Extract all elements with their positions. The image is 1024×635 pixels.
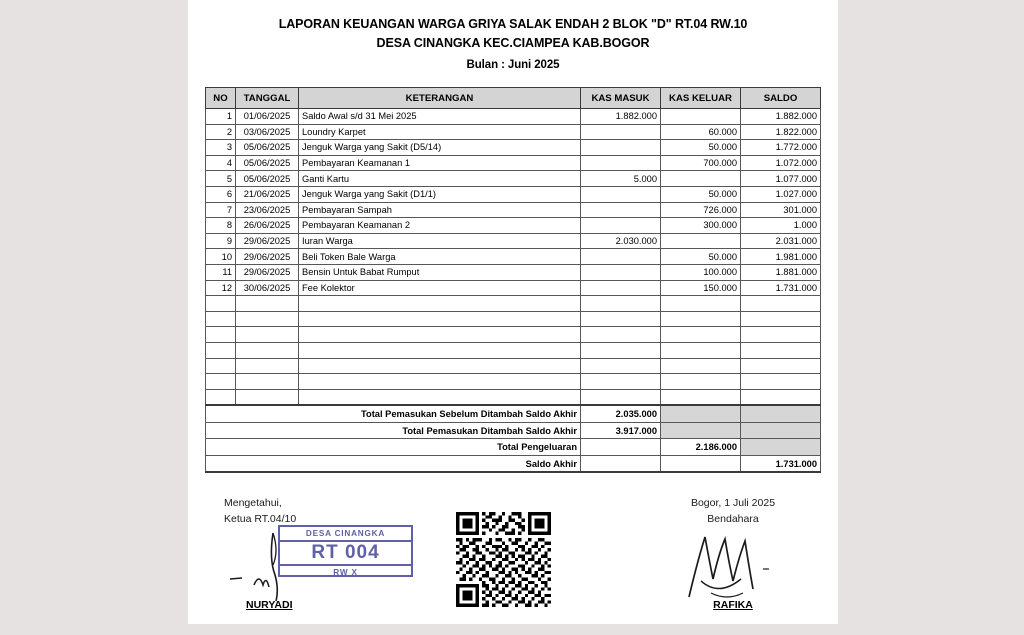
table-row (206, 280, 821, 296)
cell-tanggal: 21/06/2025 (236, 186, 299, 202)
total-kas-masuk (581, 439, 661, 456)
cell-kas-masuk: 1.882.000 (581, 109, 661, 125)
total-saldo (741, 439, 821, 456)
left-sig-line-2: Ketua RT.04/10 (224, 513, 297, 526)
table-row-empty (206, 311, 821, 327)
cell-saldo: 1.027.000 (741, 186, 821, 202)
cell-kas-masuk: 5.000 (581, 171, 661, 187)
cell-saldo: 1.981.000 (741, 249, 821, 265)
cell-empty (741, 374, 821, 390)
cell-empty (581, 327, 661, 343)
cell-no: 1 (206, 109, 236, 125)
cell-empty (299, 296, 581, 312)
table-row (206, 171, 821, 187)
stamp-top-text: DESA CINANGKA (280, 527, 411, 542)
cell-empty (661, 311, 741, 327)
cell-no: 2 (206, 124, 236, 140)
table-total-row (206, 422, 821, 439)
cell-keterangan: Jenguk Warga yang Sakit (D1/1) (299, 186, 581, 202)
cell-kas-masuk: 2.030.000 (581, 233, 661, 249)
table-row (206, 218, 821, 234)
cell-saldo: 1.077.000 (741, 171, 821, 187)
cell-keterangan: Beli Token Bale Warga (299, 249, 581, 265)
cell-saldo: 1.772.000 (741, 140, 821, 156)
cell-kas-keluar: 60.000 (661, 124, 741, 140)
cell-kas-masuk (581, 202, 661, 218)
cell-empty (236, 296, 299, 312)
cell-empty (661, 327, 741, 343)
table-header-row (206, 88, 821, 109)
table-row (206, 264, 821, 280)
column-header-kas-keluar: KAS KELUAR (661, 88, 741, 109)
document-sheet (188, 0, 838, 624)
cell-tanggal: 03/06/2025 (236, 124, 299, 140)
cell-no: 10 (206, 249, 236, 265)
cell-empty (236, 374, 299, 390)
table-row-empty (206, 327, 821, 343)
total-label: Total Pengeluaran (206, 439, 581, 456)
cell-tanggal: 29/06/2025 (236, 249, 299, 265)
cell-saldo: 1.882.000 (741, 109, 821, 125)
cell-no: 6 (206, 186, 236, 202)
table-row (206, 249, 821, 265)
cell-empty (741, 389, 821, 405)
signature-block-left (216, 495, 446, 612)
cell-empty (206, 358, 236, 374)
table-row (206, 202, 821, 218)
table-row (206, 124, 821, 140)
total-kas-masuk: 3.917.000 (581, 422, 661, 439)
cell-keterangan: Pembayaran Keamanan 1 (299, 155, 581, 171)
cell-no: 8 (206, 218, 236, 234)
cell-kas-keluar: 50.000 (661, 140, 741, 156)
cell-kas-keluar: 700.000 (661, 155, 741, 171)
right-signer-name: RAFIKA (713, 599, 753, 612)
cell-keterangan: Loundry Karpet (299, 124, 581, 140)
cell-kas-masuk (581, 155, 661, 171)
cell-tanggal: 05/06/2025 (236, 155, 299, 171)
column-header-no: NO (206, 88, 236, 109)
total-kas-keluar (661, 455, 741, 472)
cell-kas-masuk (581, 140, 661, 156)
table-row-empty (206, 358, 821, 374)
cell-empty (206, 389, 236, 405)
cell-saldo: 301.000 (741, 202, 821, 218)
cell-empty (206, 327, 236, 343)
cell-empty (236, 327, 299, 343)
cell-empty (299, 311, 581, 327)
cell-empty (661, 374, 741, 390)
table-row (206, 155, 821, 171)
cell-kas-masuk (581, 280, 661, 296)
page-subtitle: DESA CINANGKA KEC.CIAMPEA KAB.BOGOR (376, 36, 650, 50)
total-saldo: 1.731.000 (741, 455, 821, 472)
table-row-empty (206, 374, 821, 390)
cell-kas-keluar (661, 171, 741, 187)
cell-tanggal: 23/06/2025 (236, 202, 299, 218)
cell-kas-keluar: 50.000 (661, 186, 741, 202)
cell-empty (299, 389, 581, 405)
cell-keterangan: Bensin Untuk Babat Rumput (299, 264, 581, 280)
document-title-block (188, 0, 838, 75)
cell-tanggal: 29/06/2025 (236, 233, 299, 249)
cell-empty (206, 296, 236, 312)
total-label: Total Pemasukan Sebelum Ditambah Saldo Akhir (206, 405, 581, 422)
cell-tanggal: 01/06/2025 (236, 109, 299, 125)
cell-empty (661, 296, 741, 312)
total-label: Saldo Akhir (206, 455, 581, 472)
table-row-empty (206, 389, 821, 405)
cell-empty (299, 358, 581, 374)
cell-kas-keluar (661, 109, 741, 125)
cell-tanggal: 05/06/2025 (236, 140, 299, 156)
cell-kas-masuk (581, 249, 661, 265)
table-total-row (206, 405, 821, 422)
table-row (206, 140, 821, 156)
cell-empty (661, 358, 741, 374)
stamp-bottom-text: RW X (280, 564, 411, 579)
cell-empty (206, 311, 236, 327)
cell-empty (236, 311, 299, 327)
cell-kas-masuk (581, 124, 661, 140)
cell-keterangan: Fee Kolektor (299, 280, 581, 296)
cell-kas-masuk (581, 264, 661, 280)
cell-empty (581, 374, 661, 390)
column-header-kas-masuk: KAS MASUK (581, 88, 661, 109)
ledger-table-container (205, 87, 822, 473)
ledger-table (205, 87, 821, 473)
total-saldo (741, 405, 821, 422)
cell-saldo: 1.881.000 (741, 264, 821, 280)
cell-empty (299, 327, 581, 343)
cell-empty (236, 342, 299, 358)
cell-saldo: 2.031.000 (741, 233, 821, 249)
table-total-row (206, 455, 821, 472)
table-header (206, 88, 821, 109)
cell-saldo: 1.731.000 (741, 280, 821, 296)
total-kas-keluar (661, 405, 741, 422)
cell-empty (741, 311, 821, 327)
cell-kas-keluar: 150.000 (661, 280, 741, 296)
table-row (206, 233, 821, 249)
cell-empty (741, 358, 821, 374)
table-body (206, 109, 821, 473)
stamp-middle-text: RT 004 (311, 542, 380, 564)
cell-saldo: 1.072.000 (741, 155, 821, 171)
cell-empty (741, 342, 821, 358)
total-kas-keluar (661, 422, 741, 439)
cell-tanggal: 26/06/2025 (236, 218, 299, 234)
signature-block-right (643, 495, 823, 612)
signature-footer (188, 495, 838, 635)
cell-kas-masuk (581, 218, 661, 234)
cell-saldo: 1.000 (741, 218, 821, 234)
cell-keterangan: Ganti Kartu (299, 171, 581, 187)
left-sig-line-1: Mengetahui, (224, 497, 282, 510)
total-kas-masuk (581, 455, 661, 472)
cell-empty (299, 342, 581, 358)
cell-kas-keluar: 100.000 (661, 264, 741, 280)
column-header-tanggal: TANGGAL (236, 88, 299, 109)
cell-no: 3 (206, 140, 236, 156)
cell-tanggal: 30/06/2025 (236, 280, 299, 296)
total-kas-keluar: 2.186.000 (661, 439, 741, 456)
cell-empty (299, 374, 581, 390)
total-kas-masuk: 2.035.000 (581, 405, 661, 422)
qr-code-icon (456, 512, 551, 607)
cell-kas-keluar: 726.000 (661, 202, 741, 218)
column-header-keterangan: KETERANGAN (299, 88, 581, 109)
total-label: Total Pemasukan Ditambah Saldo Akhir (206, 422, 581, 439)
cell-empty (661, 342, 741, 358)
cell-empty (661, 389, 741, 405)
cell-empty (236, 358, 299, 374)
right-sig-line-1: Bogor, 1 Juli 2025 (690, 497, 776, 510)
cell-saldo: 1.822.000 (741, 124, 821, 140)
table-total-row (206, 439, 821, 456)
page-title: LAPORAN KEUANGAN WARGA GRIYA SALAK ENDAH 2 BLOK "D" RT.04 RW.10 (278, 17, 748, 31)
cell-empty (741, 296, 821, 312)
official-stamp (278, 525, 413, 577)
cell-no: 9 (206, 233, 236, 249)
cell-keterangan: Iuran Warga (299, 233, 581, 249)
cell-empty (236, 389, 299, 405)
cell-no: 12 (206, 280, 236, 296)
table-row (206, 186, 821, 202)
cell-kas-keluar (661, 233, 741, 249)
cell-empty (741, 327, 821, 343)
table-row (206, 109, 821, 125)
cell-keterangan: Pembayaran Keamanan 2 (299, 218, 581, 234)
cell-empty (581, 358, 661, 374)
cell-no: 4 (206, 155, 236, 171)
cell-no: 11 (206, 264, 236, 280)
cell-empty (581, 389, 661, 405)
signature-mark-right (671, 523, 791, 603)
cell-kas-keluar: 300.000 (661, 218, 741, 234)
left-signer-name: NURYADI (246, 599, 293, 612)
cell-empty (581, 342, 661, 358)
cell-keterangan: Pembayaran Sampah (299, 202, 581, 218)
table-row-empty (206, 342, 821, 358)
cell-empty (206, 374, 236, 390)
period-label: Bulan : Juni 2025 (466, 59, 560, 71)
cell-empty (206, 342, 236, 358)
table-row-empty (206, 296, 821, 312)
cell-no: 7 (206, 202, 236, 218)
column-header-saldo: SALDO (741, 88, 821, 109)
cell-empty (581, 311, 661, 327)
cell-empty (581, 296, 661, 312)
cell-tanggal: 29/06/2025 (236, 264, 299, 280)
right-sig-line-2: Bendahara (707, 513, 759, 526)
cell-tanggal: 05/06/2025 (236, 171, 299, 187)
cell-no: 5 (206, 171, 236, 187)
cell-kas-masuk (581, 186, 661, 202)
cell-keterangan: Saldo Awal s/d 31 Mei 2025 (299, 109, 581, 125)
cell-kas-keluar: 50.000 (661, 249, 741, 265)
total-saldo (741, 422, 821, 439)
cell-keterangan: Jenguk Warga yang Sakit (D5/14) (299, 140, 581, 156)
